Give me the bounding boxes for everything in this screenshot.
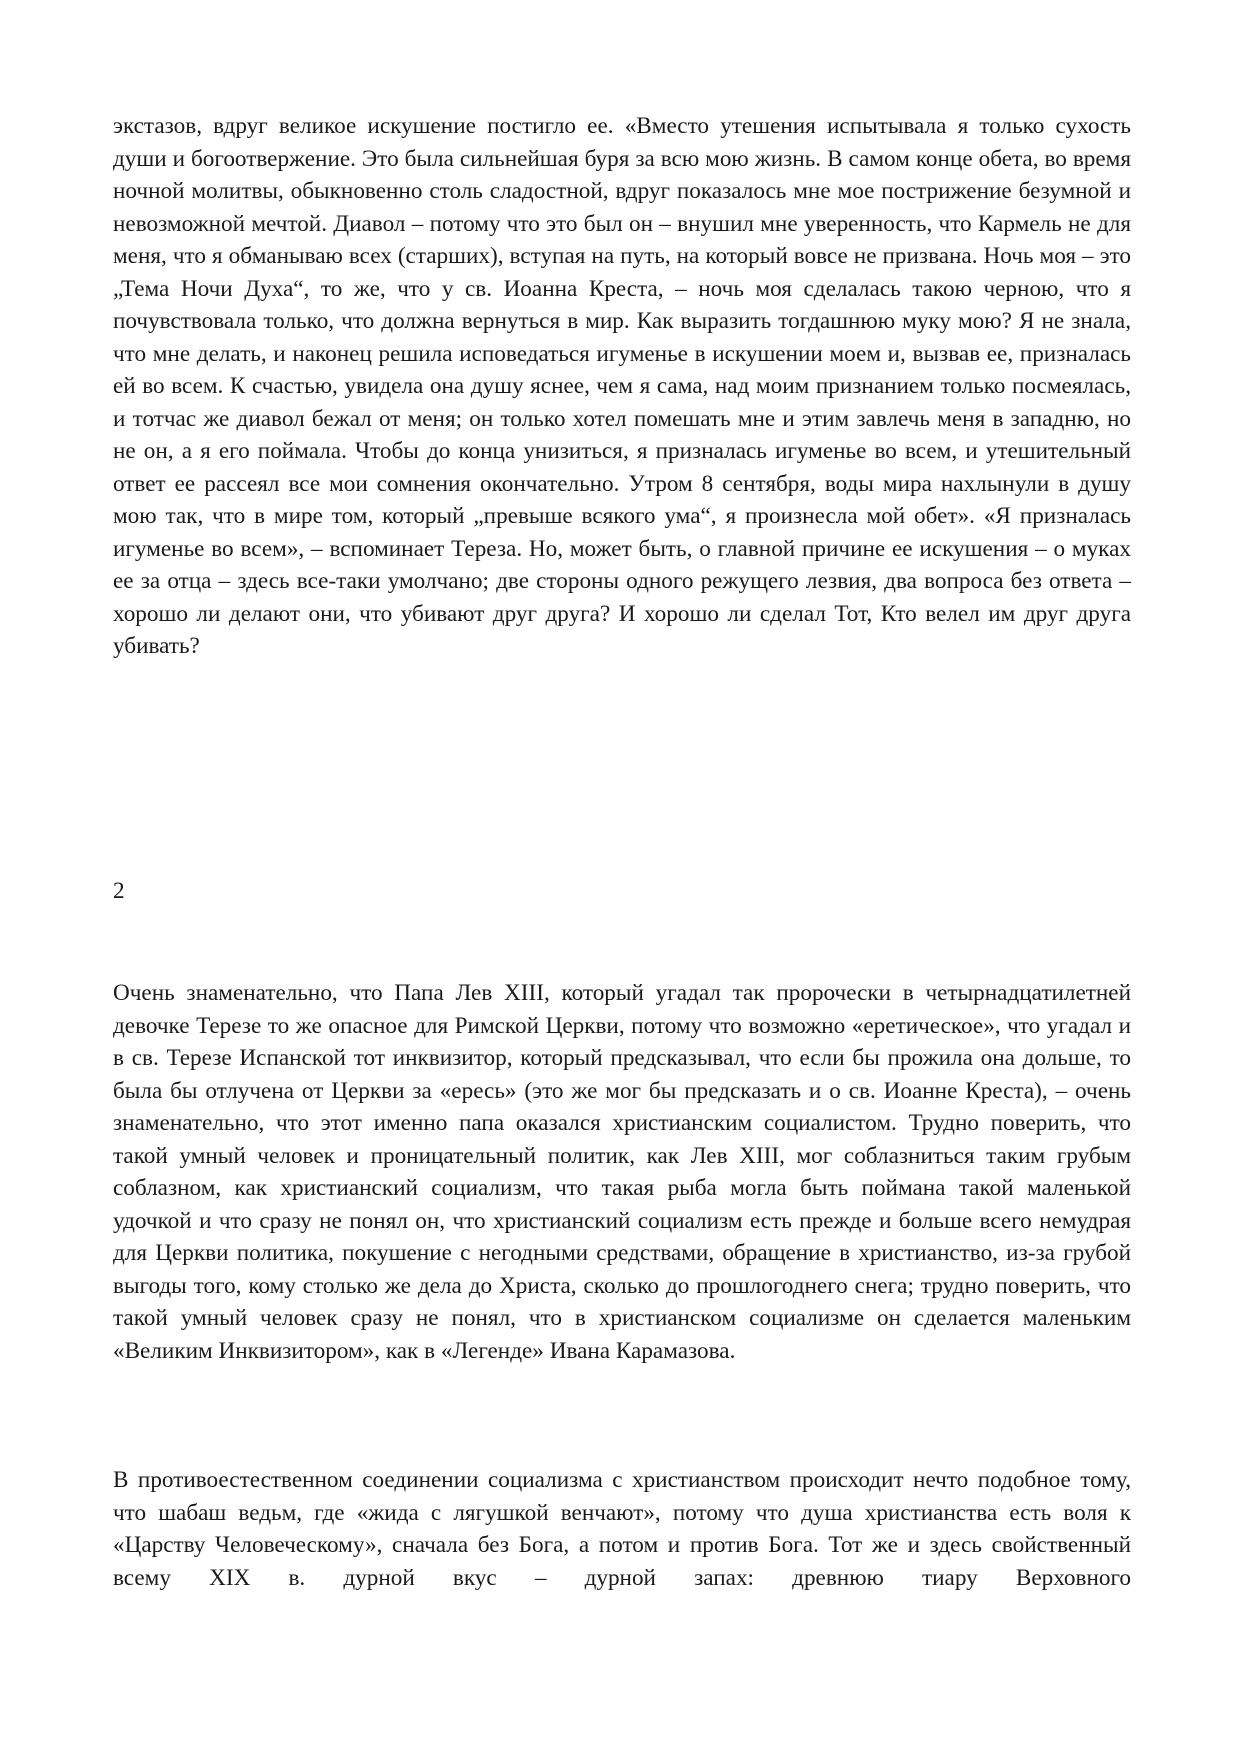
paragraph-leo-xiii: Очень знаменательно, что Папа Лев XIII, который угадал так пророчески в четырнадцатилетней девочке Терезе то же опасное для Римской Церкви, потому что возможно «еретическое», что угадал и в св. Терезе Испанской тот инквизитор, который предсказывал, что если бы прожила она дольше, то была бы отлучена от Церкви за «ересь» (это же мог бы предсказать и о св. Иоанне Креста), – очень знаменательно, что этот именно папа оказался христианским социалистом. Трудно поверить, что такой умный человек и проницательный политик, как Лев XIII, мог соблазниться таким грубым соблазном, как христианский социализм, что такая рыба могла быть поймана такой маленькой удочкой и что сразу не понял он, что христианский социализм есть прежде и больше всего немудрая для Церкви политика, покушение с негодными средствами, обращение в христианство, из-за грубой выгоды того, кому столько же дела до Христа, сколько до прошлогоднего снега; трудно поверить, что такой умный человек сразу не понял, что в христианском социализме он сделается маленьким «Великим Инквизитором», как в «Легенде» Ивана Карамазова.: [113, 980, 1131, 1364]
paragraph-christian-socialism: В противоестественном соединении социализма с христианством происходит нечто подобное тому, что шабаш ведьм, где «жида с лягушкой венчают», потому что душа христианства есть воля к «Царству Человеческому», сначала без Бога, а потом и против Бога. Тот же и здесь свойственный всему XIX в. дурной вкус – дурной запах: древнюю тиару Верховного: [113, 1467, 1131, 1591]
page-number: 2: [113, 878, 125, 904]
paragraph-tereza-temptation: экстазов, вдруг великое искушение постигло ее. «Вместо утешения испытывала я только сухость души и богоотвержение. Это была сильнейшая буря за всю мою жизнь. В самом конце обета, во время ночной молитвы, обыкновенно столь сладостной, вдруг показалось мне мое пострижение безумной и невозможной мечтой. Диавол – потому что это был он – внушил мне уверенность, что Кармель не для меня, что я обманываю всех (старших), вступая на путь, на который вовсе не призвана. Ночь моя – это „Тема Ночи Духа“, то же, что у св. Иоанна Креста, – ночь моя сделалась такою черною, что я почувствовала только, что должна вернуться в мир. Как выразить тогдашнюю муку мою? Я не знала, что мне делать, и наконец решила исповедаться игуменье в искушении моем и, вызвав ее, призналась ей во всем. К счастью, увидела она душу яснее, чем я сама, над моим признанием только посмеялась, и тотчас же диавол бежал от меня; он только хотел помешать мне и этим завлечь меня в западню, но не он, а я его поймала. Чтобы до конца унизиться, я призналась игуменье во всем, и утешительный ответ ее рассеял все мои сомнения окончательно. Утром 8 сентября, воды мира нахлынули в душу мою так, что в мире том, который „превыше всякого ума“, я произнесла мой обет». «Я призналась игуменье во всем», – вспоминает Тереза. Но, может быть, о главной причине ее искушения – о муках ее за отца – здесь все-таки умолчано; две стороны одного режущего лезвия, два вопроса без ответа – хорошо ли делают они, что убивают друг друга? И хорошо ли сделал Тот, Кто велел им друг друга убивать?: [113, 113, 1131, 659]
